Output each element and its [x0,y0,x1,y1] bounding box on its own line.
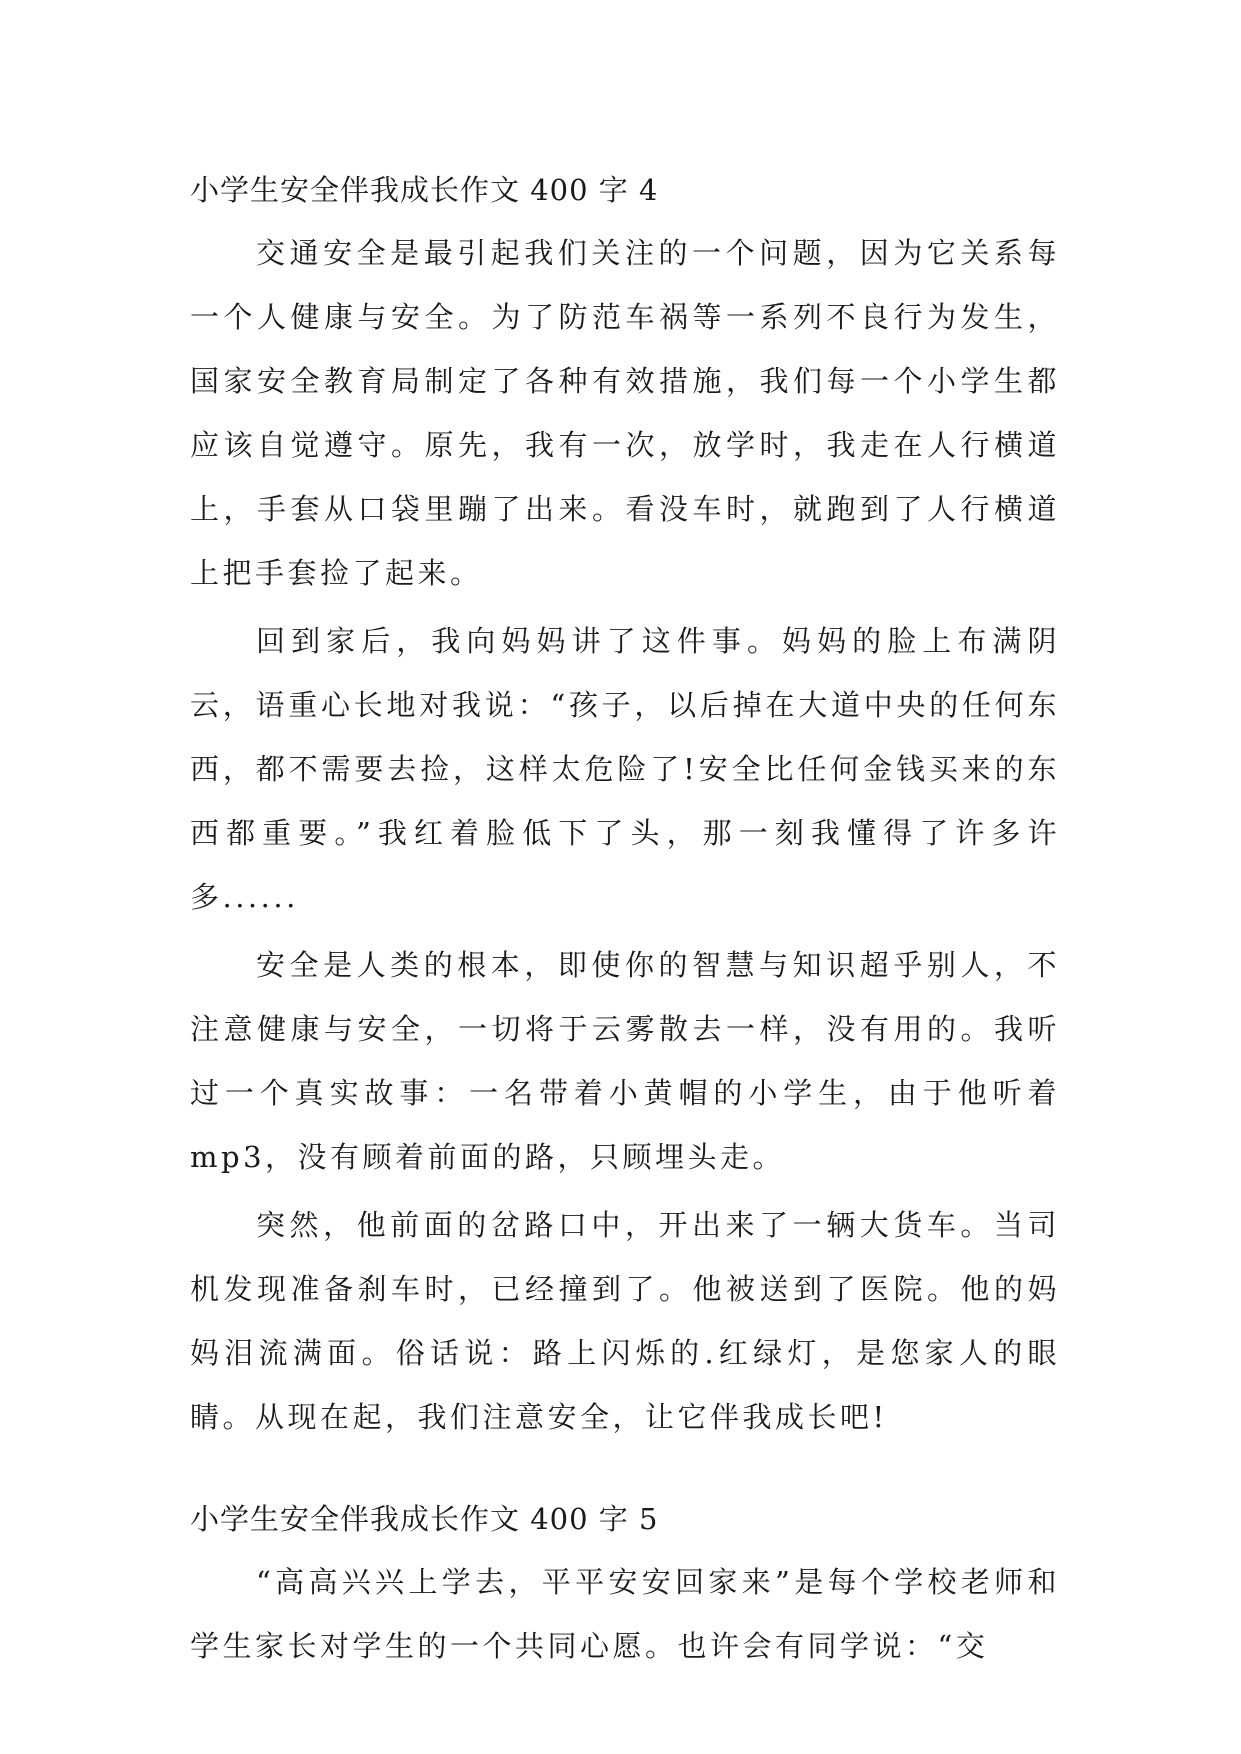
section-title: 小学生安全伴我成长作文 400 字 5 [190,1502,659,1536]
paragraph: “高高兴兴上学去，平平安安回家来”是每个学校老师和学生家长对学生的一个共同心愿。也许会有同学说：“交 [190,1565,1060,1663]
document-content [190,160,1060,1718]
paragraph: 突然，他前面的岔路口中，开出来了一辆大货车。当司机发现准备刹车时，已经撞到了。他被送到了医院。他的妈妈泪流满面。俗话说：路上闪烁的.红绿灯，是您家人的眼睛。从现在起，我们注意安全，让它伴我成长吧! [190,1208,1060,1434]
section-title: 小学生安全伴我成长作文 400 字 4 [190,173,659,207]
essay-section-5 [190,1489,1060,1678]
paragraph: 安全是人类的根本，即使你的智慧与知识超乎别人，不注意健康与安全，一切将于云雾散去一样，没有用的。我听过一个真实故事：一名带着小黄帽的小学生，由于他听着mp3，没有顾着前面的路，只顾埋头走。 [190,948,1060,1174]
essay-section-4 [190,160,1060,1449]
paragraph: 交通安全是最引起我们关注的一个问题，因为它关系每一个人健康与安全。为了防范车祸等一系列不良行为发生，国家安全教育局制定了各种有效措施，我们每一个小学生都应该自觉遵守。原先，我有一次，放学时，我走在人行横道上，手套从口袋里蹦了出来。看没车时，就跑到了人行横道上把手套捡了起来。 [190,236,1060,590]
paragraph: 回到家后，我向妈妈讲了这件事。妈妈的脸上布满阴云，语重心长地对我说：“孩子，以后掉在大道中央的任何东西，都不需要去捡，这样太危险了!安全比任何金钱买来的东西都重要。”我红着脸低下了头，那一刻我懂得了许多许多...... [190,624,1060,914]
